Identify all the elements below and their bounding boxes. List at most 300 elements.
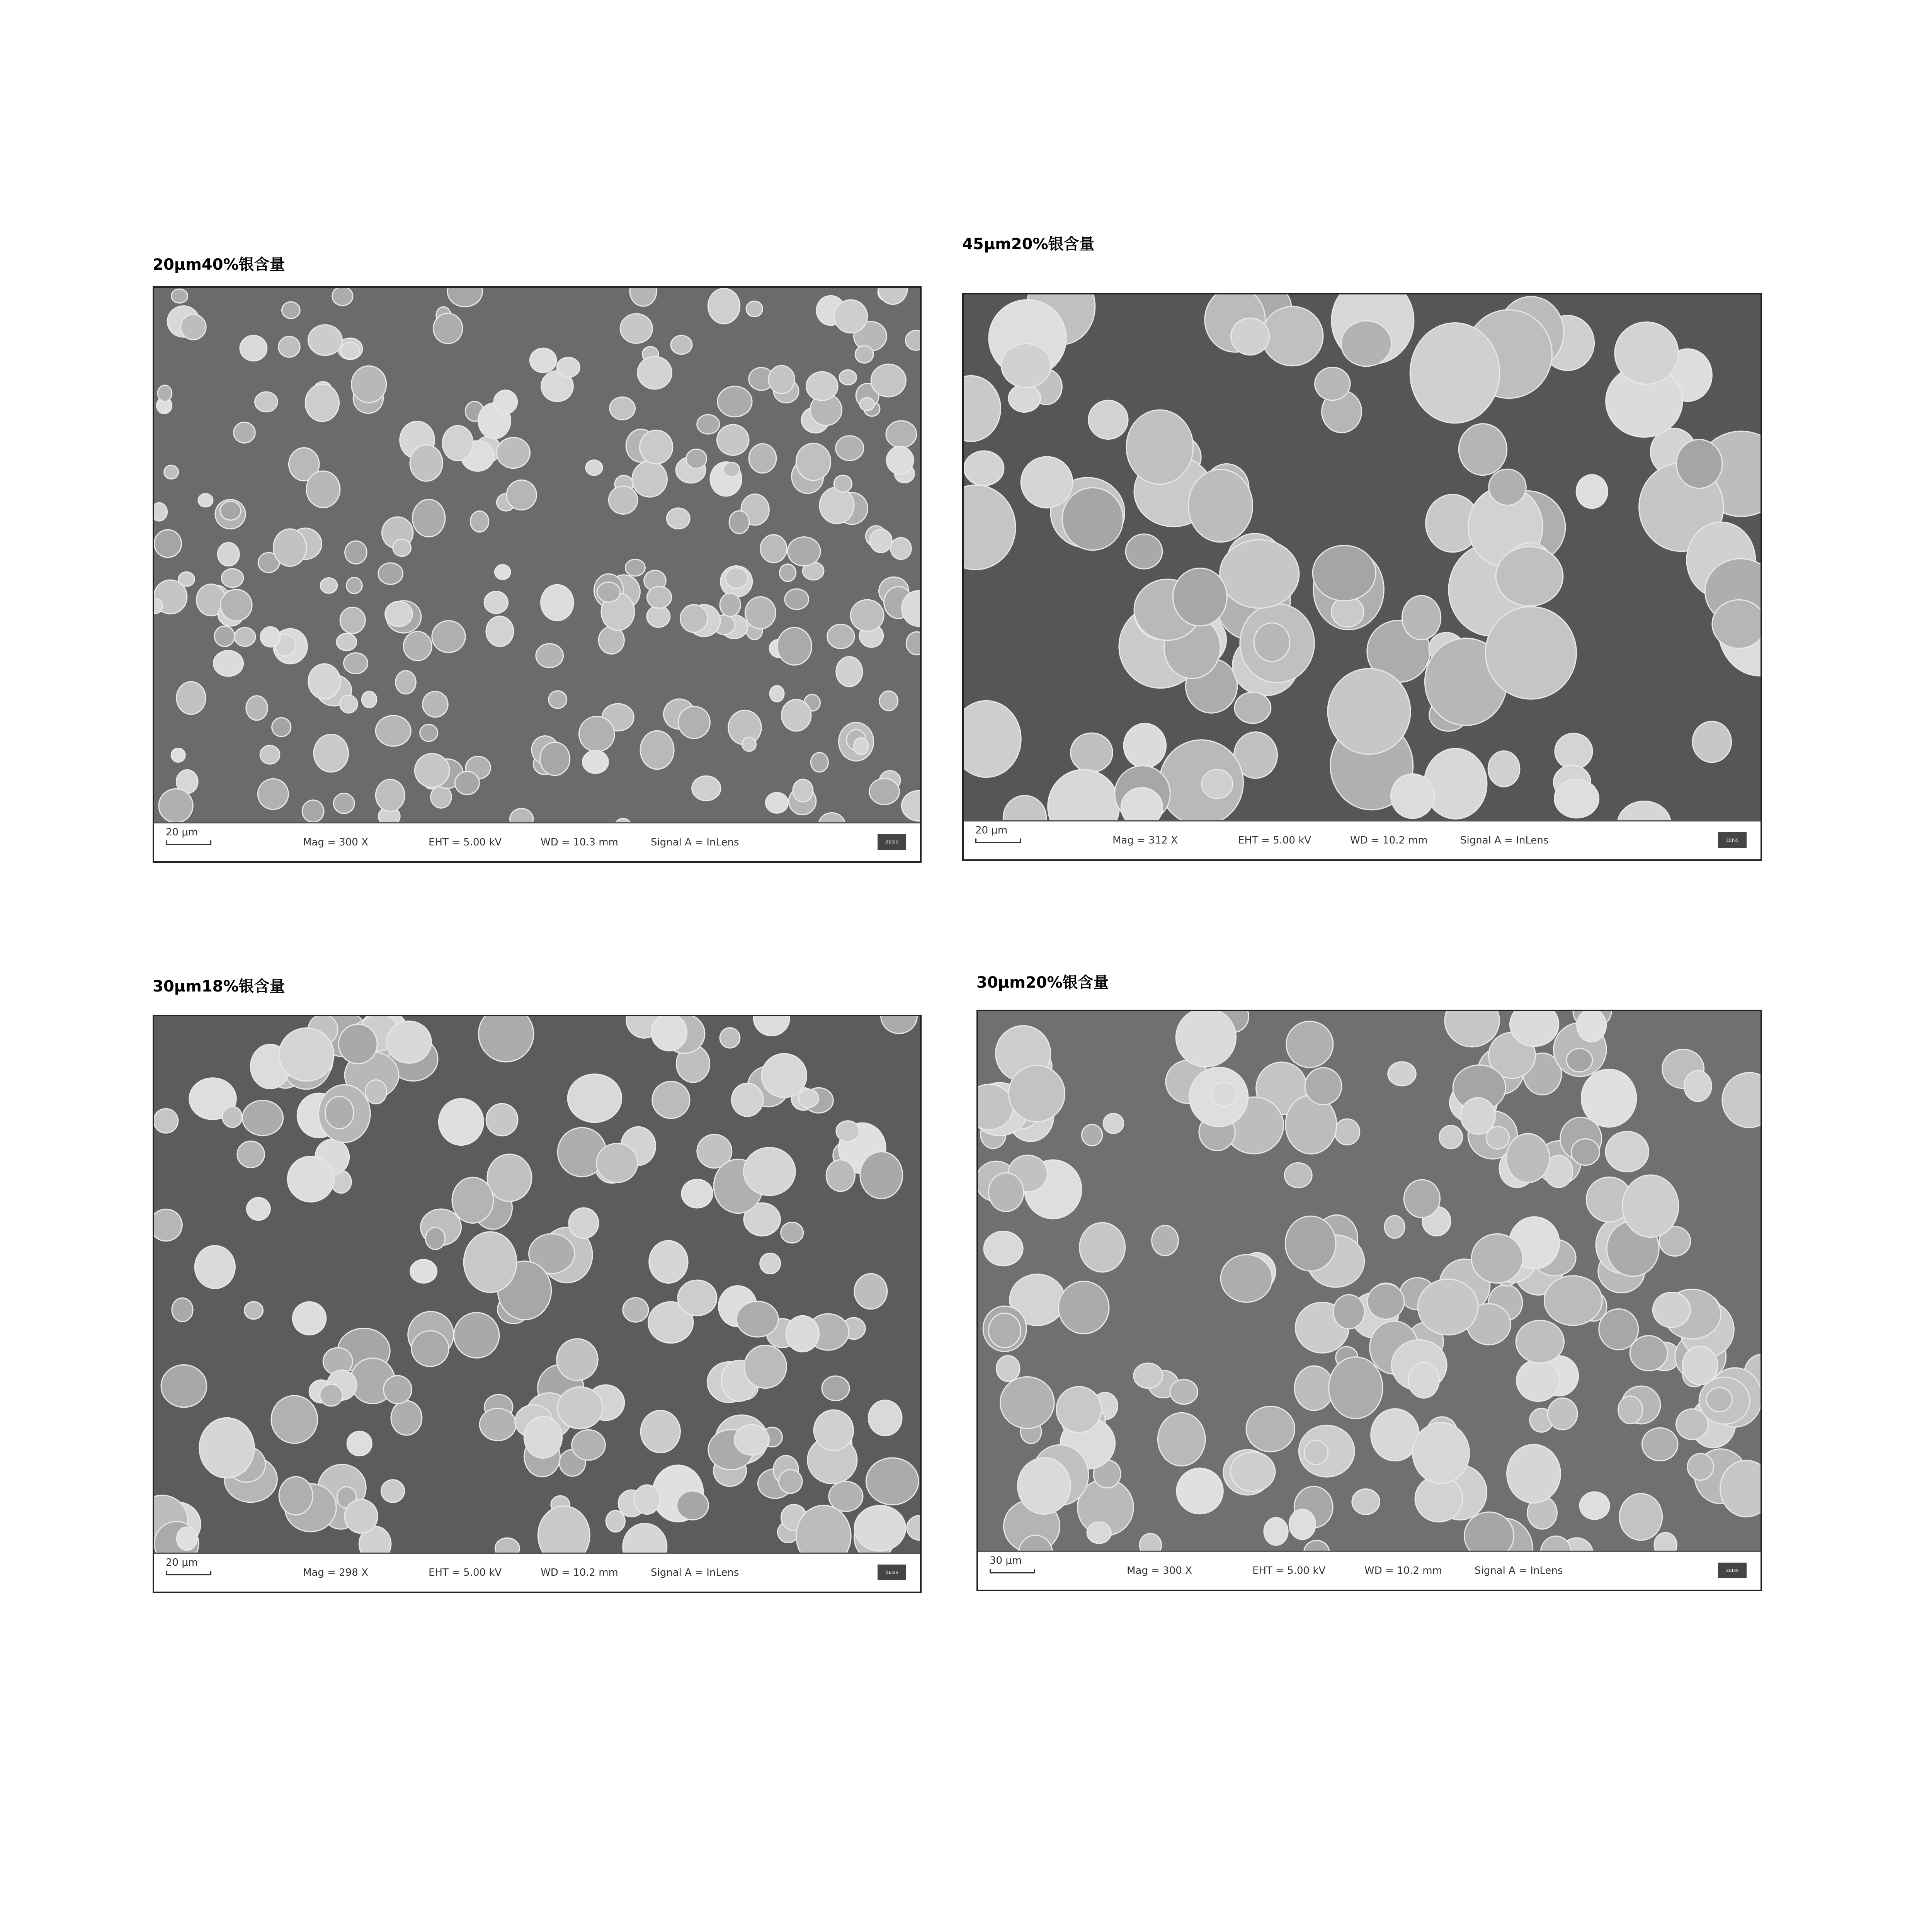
particle <box>455 772 480 795</box>
particle <box>1368 1284 1404 1320</box>
particle <box>235 628 256 646</box>
particle <box>1058 1281 1109 1334</box>
particle <box>1188 469 1252 542</box>
particle <box>1294 1366 1334 1410</box>
particle <box>786 1316 819 1352</box>
particle <box>686 449 707 468</box>
particle <box>869 779 900 804</box>
particle <box>743 1148 795 1196</box>
particle <box>391 1401 422 1435</box>
eht-value: EHT = 5.00 kV <box>429 837 502 848</box>
particle <box>1009 1065 1065 1122</box>
particle <box>158 385 172 401</box>
scale-bar <box>166 840 211 845</box>
particle <box>1496 547 1563 606</box>
particle <box>1580 1492 1609 1519</box>
particle <box>1103 1114 1124 1134</box>
particle <box>1555 779 1599 818</box>
particle <box>338 1024 377 1064</box>
particle <box>1623 1175 1679 1237</box>
particle <box>1471 1234 1523 1283</box>
particle <box>745 597 776 629</box>
particle <box>154 530 181 557</box>
particle <box>860 398 874 411</box>
particle <box>393 539 411 556</box>
particle <box>347 1431 372 1456</box>
particle <box>384 1376 412 1403</box>
particle <box>1413 1423 1470 1484</box>
particle <box>746 301 763 316</box>
particle <box>822 1376 849 1401</box>
particle <box>1335 1119 1360 1145</box>
particle <box>597 1143 638 1182</box>
sem-micrograph <box>964 294 1762 825</box>
particle <box>237 1141 264 1168</box>
particle <box>272 718 291 736</box>
particle <box>340 695 357 713</box>
particle <box>306 471 340 508</box>
particle <box>396 671 416 694</box>
particle <box>569 1208 599 1238</box>
particle <box>811 753 828 772</box>
particle <box>154 1109 178 1133</box>
particle <box>1352 1489 1379 1515</box>
particle <box>486 1104 518 1136</box>
particle <box>376 779 405 811</box>
particle <box>1485 607 1576 699</box>
particle <box>1402 595 1441 639</box>
particle <box>839 370 857 385</box>
particle <box>530 348 556 372</box>
particle <box>541 585 574 621</box>
particle <box>1548 1398 1577 1430</box>
particle <box>1581 1069 1636 1127</box>
particle <box>1284 1163 1312 1188</box>
particle <box>255 392 278 412</box>
particle <box>1577 1011 1606 1042</box>
particle <box>836 656 862 687</box>
particle <box>834 475 852 492</box>
particle <box>536 644 563 668</box>
particle <box>494 390 517 414</box>
figure-caption: 20μm40%银含量 <box>153 256 285 274</box>
particle <box>223 1107 242 1128</box>
particle <box>1642 1428 1678 1461</box>
particle <box>423 692 448 717</box>
particle <box>868 1400 902 1436</box>
particle <box>221 589 252 621</box>
particle <box>854 1505 906 1551</box>
particle <box>1313 546 1376 601</box>
particle <box>425 1228 445 1250</box>
particle <box>667 508 690 529</box>
particle <box>1126 534 1162 569</box>
particle <box>470 511 488 532</box>
particle <box>793 779 813 802</box>
particle <box>260 627 281 647</box>
particle <box>905 330 922 350</box>
figure-caption: 30μm20%银含量 <box>976 974 1109 992</box>
particle <box>781 1222 803 1243</box>
zeiss-logo: ZEISS <box>878 834 906 850</box>
particle <box>717 425 749 455</box>
particle <box>486 616 514 646</box>
sem-image <box>976 1010 1762 1591</box>
particle <box>651 1016 687 1051</box>
particle <box>439 1099 483 1145</box>
particle <box>579 716 614 752</box>
particle <box>433 313 463 344</box>
particle <box>1158 1413 1205 1466</box>
particle <box>964 451 1004 486</box>
particle <box>634 1485 660 1514</box>
particle <box>221 569 243 587</box>
magnification: Mag = 298 X <box>303 1567 368 1578</box>
particle <box>769 366 794 393</box>
particle <box>785 589 809 609</box>
particle <box>1333 1295 1364 1329</box>
particle <box>1385 1216 1405 1238</box>
particle <box>1506 1134 1550 1183</box>
particle <box>1121 787 1162 825</box>
scale-label: 30 μm <box>990 1555 1022 1566</box>
particle <box>442 425 473 461</box>
particle <box>1618 1396 1643 1424</box>
particle <box>1418 1279 1478 1335</box>
sem-databar <box>978 1551 1761 1590</box>
working-distance: WD = 10.2 mm <box>541 1567 618 1578</box>
particle <box>244 1302 263 1319</box>
particle <box>854 1274 887 1309</box>
particle <box>1684 1071 1712 1102</box>
signal-type: Signal A = InLens <box>1460 835 1549 846</box>
zeiss-logo: ZEISS <box>1718 1563 1747 1578</box>
particle <box>1305 1068 1342 1105</box>
particle <box>549 691 567 708</box>
particle <box>1170 1379 1198 1404</box>
particle <box>273 529 306 566</box>
scale-bar <box>975 838 1021 843</box>
particle <box>412 1331 449 1366</box>
sem-image <box>962 293 1762 861</box>
particle <box>1328 668 1410 754</box>
particle <box>1544 1276 1602 1325</box>
particle <box>731 1083 763 1116</box>
particle <box>734 1425 769 1455</box>
particle <box>770 685 784 702</box>
particle <box>242 1100 283 1136</box>
particle <box>293 1302 326 1335</box>
particle <box>1231 318 1269 355</box>
particle <box>1009 384 1041 412</box>
particle <box>1021 457 1073 508</box>
particle <box>415 753 449 787</box>
particle <box>779 1469 802 1493</box>
particle <box>640 430 673 464</box>
particle <box>1071 733 1113 772</box>
eht-value: EHT = 5.00 kV <box>429 1567 502 1578</box>
particle <box>1176 1011 1236 1067</box>
particle <box>1682 1346 1718 1385</box>
particle <box>1264 1518 1288 1545</box>
particle <box>1517 1360 1560 1401</box>
particle <box>362 691 377 707</box>
particle <box>708 289 740 324</box>
particle <box>1126 410 1193 484</box>
particle <box>247 1197 270 1220</box>
particle <box>332 288 353 306</box>
particle <box>788 537 820 566</box>
scale-bar <box>990 1569 1035 1573</box>
particle <box>760 1253 781 1274</box>
particle <box>1687 1454 1713 1480</box>
particle <box>308 325 342 355</box>
particle <box>507 480 537 510</box>
particle <box>1202 769 1233 798</box>
particle <box>737 1301 778 1337</box>
particle <box>988 1173 1024 1211</box>
particle <box>871 364 906 397</box>
particle <box>1706 1388 1732 1412</box>
particle <box>796 443 831 480</box>
particle <box>860 1152 903 1199</box>
particle <box>260 745 280 764</box>
particle <box>988 1313 1021 1348</box>
particle <box>1606 1131 1649 1172</box>
particle <box>199 1418 254 1478</box>
particle <box>195 1246 235 1289</box>
particle <box>464 1232 517 1293</box>
particle <box>632 461 667 497</box>
signal-type: Signal A = InLens <box>651 837 739 848</box>
particle <box>1489 469 1526 505</box>
particle <box>484 592 508 614</box>
sem-micrograph <box>154 1016 922 1557</box>
particle <box>164 465 179 479</box>
particle <box>1062 488 1123 550</box>
particle <box>325 1096 354 1129</box>
particle <box>320 578 337 594</box>
particle <box>1507 1444 1561 1503</box>
particle <box>308 664 340 699</box>
particle <box>1371 1409 1419 1461</box>
particle <box>749 444 776 473</box>
particle <box>723 463 740 477</box>
sem-databar <box>154 822 920 861</box>
signal-type: Signal A = InLens <box>651 1567 739 1578</box>
particle <box>850 600 884 631</box>
particle <box>1082 1124 1102 1146</box>
particle <box>1211 1083 1237 1107</box>
particle <box>376 716 411 746</box>
particle <box>1285 1216 1336 1271</box>
particle <box>854 738 868 755</box>
particle <box>412 500 445 537</box>
particle <box>765 793 788 813</box>
particle <box>1315 367 1350 400</box>
particle <box>568 1074 622 1122</box>
particle <box>271 1396 318 1443</box>
particle <box>806 372 838 400</box>
particle <box>386 1021 431 1063</box>
particle <box>572 1430 606 1460</box>
particle <box>834 300 867 333</box>
particle <box>557 357 580 377</box>
particle <box>305 384 339 421</box>
particle <box>172 289 188 303</box>
particle <box>692 776 721 801</box>
particle <box>1152 1226 1179 1256</box>
particle <box>886 446 913 474</box>
particle <box>1235 692 1271 723</box>
particle <box>540 742 570 776</box>
particle <box>1329 1357 1383 1419</box>
particle <box>729 511 749 534</box>
particle <box>829 1481 863 1512</box>
particle <box>352 366 386 403</box>
particle <box>558 1387 603 1429</box>
particle <box>171 748 185 762</box>
sem-micrograph <box>154 288 922 827</box>
particle <box>870 529 892 553</box>
particle <box>557 1339 598 1381</box>
particle <box>879 691 898 711</box>
particle <box>1177 1468 1223 1514</box>
zeiss-logo: ZEISS <box>878 1565 906 1580</box>
particle <box>726 568 748 588</box>
particle <box>246 696 268 720</box>
particle <box>836 1121 859 1141</box>
particle <box>827 624 854 649</box>
signal-type: Signal A = InLens <box>1475 1565 1563 1577</box>
particle <box>1488 751 1520 787</box>
particle <box>1459 424 1507 475</box>
particle <box>866 1458 919 1505</box>
particle <box>1712 600 1762 648</box>
particle <box>177 682 206 714</box>
sem-databar <box>964 820 1761 859</box>
particle <box>403 631 432 660</box>
particle <box>454 1313 499 1358</box>
particle <box>234 422 255 443</box>
particle <box>432 621 465 653</box>
sem-image <box>153 286 922 863</box>
particle <box>718 386 752 417</box>
particle <box>1676 439 1722 488</box>
particle <box>320 1384 343 1406</box>
particle <box>720 1028 740 1048</box>
particle <box>181 315 206 340</box>
particle <box>452 1177 493 1223</box>
particle <box>282 302 300 318</box>
particle <box>1018 1458 1071 1514</box>
scale-label: 20 μm <box>166 1557 198 1568</box>
working-distance: WD = 10.2 mm <box>1350 835 1428 846</box>
particle <box>1555 733 1592 769</box>
eht-value: EHT = 5.00 kV <box>1238 835 1311 846</box>
particle <box>1516 1320 1564 1363</box>
particle <box>302 800 324 822</box>
particle <box>760 535 787 563</box>
particle <box>597 582 620 602</box>
particle <box>1576 474 1607 508</box>
particle <box>218 543 239 566</box>
particle <box>172 1298 193 1321</box>
particle <box>1254 623 1290 662</box>
particle <box>1089 400 1128 439</box>
particle <box>1408 1362 1439 1398</box>
particle <box>647 606 670 628</box>
particle <box>213 651 243 676</box>
particle <box>777 628 811 665</box>
particle <box>337 633 357 651</box>
particle <box>671 335 692 354</box>
particle <box>179 572 194 586</box>
scale-bar <box>166 1571 211 1575</box>
particle <box>836 436 864 461</box>
particle <box>480 1408 516 1441</box>
working-distance: WD = 10.2 mm <box>1364 1565 1442 1577</box>
particle <box>606 1510 625 1532</box>
particle <box>340 607 365 634</box>
particle <box>177 1527 197 1550</box>
particle <box>287 1156 334 1202</box>
particle <box>610 397 635 420</box>
particle <box>1305 1440 1328 1464</box>
particle <box>680 605 708 633</box>
particle <box>820 487 854 524</box>
figure-caption: 30μm18%银含量 <box>153 978 285 995</box>
particle <box>1615 322 1679 384</box>
particle <box>742 737 756 751</box>
particle <box>1653 1293 1690 1328</box>
particle <box>1124 723 1166 768</box>
particle <box>344 653 368 674</box>
particle <box>891 537 911 559</box>
working-distance: WD = 10.3 mm <box>541 837 618 848</box>
particle <box>798 1089 818 1107</box>
particle <box>538 1506 590 1557</box>
particle <box>640 731 674 769</box>
magnification: Mag = 312 X <box>1112 835 1178 846</box>
particle <box>341 342 359 359</box>
particle <box>623 1298 648 1322</box>
particle <box>279 1477 313 1515</box>
particle <box>314 735 349 772</box>
particle <box>586 460 602 476</box>
sem-image <box>153 1015 922 1593</box>
particle <box>1134 1363 1163 1388</box>
particle <box>1262 306 1323 366</box>
particle <box>333 793 354 813</box>
particle <box>781 699 811 731</box>
particle <box>814 1410 853 1451</box>
particle <box>1080 1223 1125 1272</box>
particle <box>697 415 720 434</box>
particle <box>487 1154 532 1201</box>
particle <box>1286 1021 1333 1067</box>
particle <box>345 1499 378 1533</box>
particle <box>1056 1387 1102 1433</box>
particle <box>1231 1452 1275 1492</box>
particle <box>649 1241 688 1283</box>
particle <box>906 632 922 655</box>
particle <box>420 724 438 742</box>
particle <box>1461 1098 1495 1134</box>
particle <box>996 1355 1020 1381</box>
particle <box>1571 1139 1599 1165</box>
particle <box>347 577 362 594</box>
